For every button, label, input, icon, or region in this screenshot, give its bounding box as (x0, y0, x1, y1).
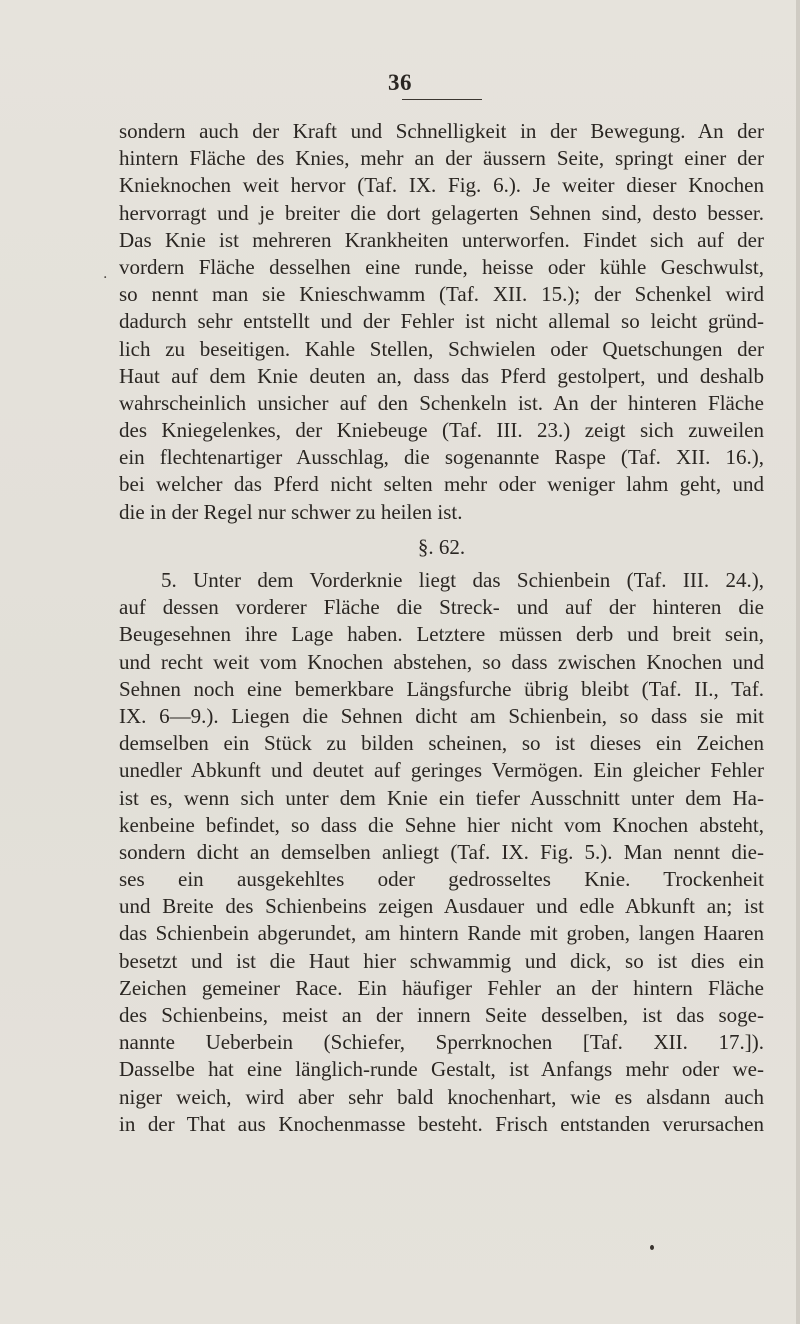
text-line: Haut auf dem Knie deuten an, dass das Pferd gestolpert, und deshalb (119, 363, 764, 388)
text-line: auf dessen vorderer Fläche die Streck- und auf der hinteren die (119, 595, 764, 620)
text-line: IX. 6—9.). Liegen die Sehnen dicht am Schienbein, so dass sie mit (119, 703, 764, 728)
body-text (119, 118, 764, 1138)
text-line: Beugesehnen ihre Lage haben. Letztere müssen derb und breit sein, (119, 622, 764, 647)
print-speck (650, 1245, 654, 1250)
text-line: Das Knie ist mehreren Krankheiten unterworfen. Findet sich auf der (119, 227, 764, 252)
page-number-rule (402, 99, 482, 100)
text-line: und recht weit vom Knochen abstehen, so dass zwischen Knochen und (119, 649, 764, 674)
margin-dot: · (103, 270, 108, 286)
text-line: Knieknochen weit hervor (Taf. IX. Fig. 6.). Je weiter dieser Knochen (119, 173, 764, 198)
text-line: Dasselbe hat eine länglich-runde Gestalt, ist Anfangs mehr oder we- (119, 1057, 764, 1082)
page-edge (796, 0, 800, 1324)
text-line: wahrscheinlich unsicher auf den Schenkeln ist. An der hinteren Fläche (119, 390, 764, 415)
text-line: sondern auch der Kraft und Schnelligkeit in der Bewegung. An der (119, 119, 764, 143)
text-line: unedler Abkunft und deutet auf geringes Vermögen. Ein gleicher Fehler (119, 758, 764, 783)
text-line: so nennt man sie Knieschwamm (Taf. XII. 15.); der Schenkel wird (119, 282, 764, 307)
text-line: demselben ein Stück zu bilden scheinen, so ist dieses ein Zeichen (119, 731, 764, 756)
text-line: bei welcher das Pferd nicht selten mehr oder weniger lahm geht, und (119, 472, 764, 497)
text-line: des Schienbeins, meist an der innern Seite desselben, ist das soge- (119, 1003, 764, 1027)
text-line: Zeichen gemeiner Race. Ein häufiger Fehler an der hintern Fläche (119, 975, 764, 1000)
text-line: lich zu beseitigen. Kahle Stellen, Schwielen oder Quetschungen der (119, 336, 764, 361)
text-line: und Breite des Schienbeins zeigen Ausdauer und edle Abkunft an; ist (119, 894, 764, 919)
text-line: Sehnen noch eine bemerkbare Längsfurche übrig bleibt (Taf. II., Taf. (119, 676, 764, 701)
text-line: kenbeine befindet, so dass die Sehne hier nicht vom Knochen absteht, (119, 812, 764, 837)
text-line: ses ein ausgekehltes oder gedrosseltes Knie. Trockenheit (119, 867, 764, 892)
page-number: 36 (388, 70, 412, 95)
text-line: die in der Regel nur schwer zu heilen ist. (119, 499, 463, 524)
text-line: des Kniegelenkes, der Kniebeuge (Taf. III. 23.) zeigt sich zuweilen (119, 418, 764, 443)
text-line: 5. Unter dem Vorderknie liegt das Schienbein (Taf. III. 24.), (161, 568, 764, 592)
text-line: dadurch sehr entstellt und der Fehler ist nicht allemal so leicht gründ- (119, 309, 764, 334)
text-line: das Schienbein abgerundet, am hintern Rande mit groben, langen Haaren (119, 921, 764, 946)
text-line: nannte Ueberbein (Schiefer, Sperrknochen [Taf. XII. 17.]). (119, 1030, 764, 1055)
text-line: besetzt und ist die Haut hier schwammig und dick, so ist dies ein (119, 948, 764, 973)
text-line: ein flechtenartiger Ausschlag, die sogenannte Raspe (Taf. XII. 16.), (119, 445, 764, 470)
text-line: sondern dicht an demselben anliegt (Taf. IX. Fig. 5.). Man nennt die- (119, 839, 764, 864)
text-line: in der That aus Knochenmasse besteht. Frisch entstanden verursachen (119, 1111, 764, 1136)
text-line: vordern Fläche desselhen eine runde, heisse oder kühle Geschwulst, (119, 254, 764, 279)
paragraph-1 (119, 118, 764, 526)
text-line: ist es, wenn sich unter dem Knie ein tiefer Ausschnitt unter dem Ha- (119, 785, 764, 810)
text-line: hintern Fläche des Knies, mehr an der äussern Seite, springt einer der (119, 146, 764, 171)
text-line: niger weich, wird aber sehr bald knochenhart, wie es alsdann auch (119, 1084, 764, 1109)
paragraph-2 (119, 567, 764, 1138)
section-heading: §. 62. (417, 534, 466, 559)
text-line: hervorragt und je breiter die dort gelagerten Sehnen sind, desto besser. (119, 200, 764, 225)
